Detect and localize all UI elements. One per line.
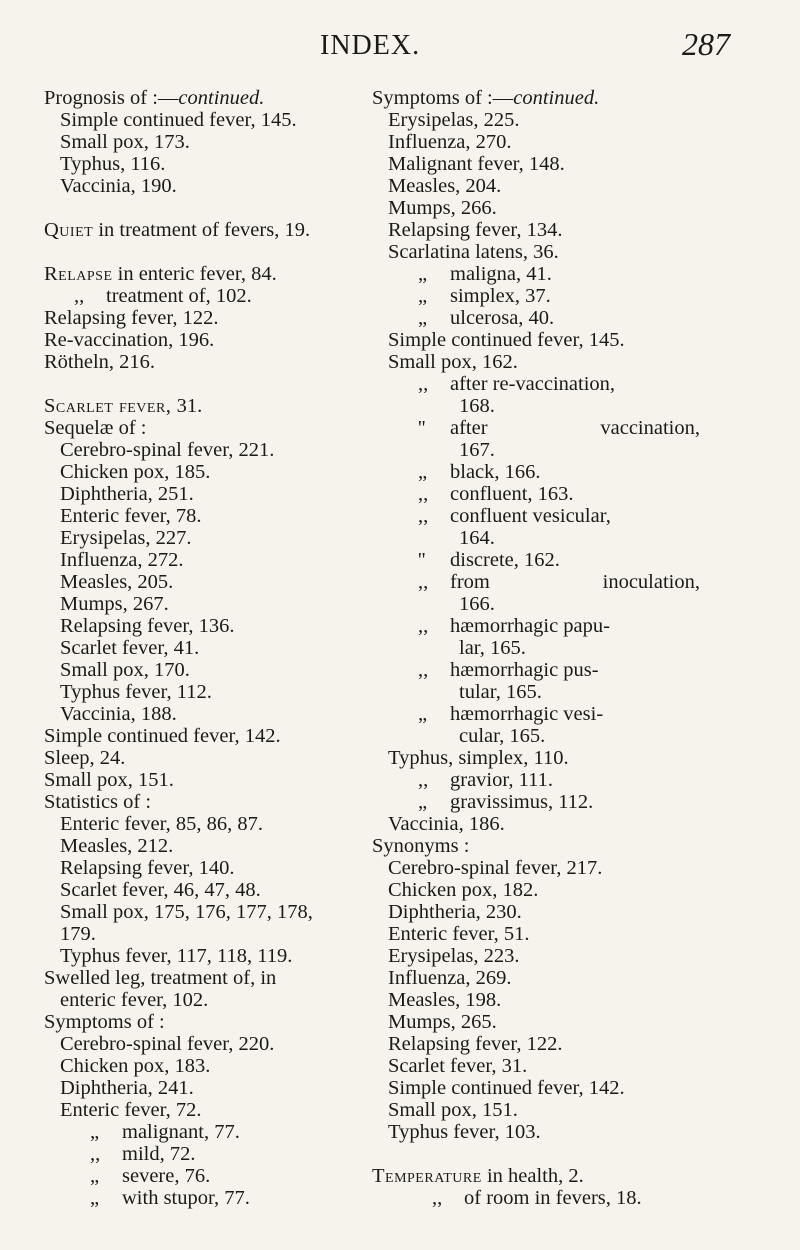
index-subentry: Relapsing fever, 122. <box>388 1033 563 1055</box>
ditto-mark: „ <box>418 263 428 285</box>
index-subentry: Enteric fever, 85, 86, 87. <box>60 813 263 835</box>
index-subentry: Cerebro-spinal fever, 221. <box>60 439 275 461</box>
index-entry: Sequelæ of : <box>44 417 147 439</box>
index-entry: Re-vaccination, 196. <box>44 329 215 351</box>
index-subentry: Small pox, 162. <box>388 351 518 373</box>
index-entry: Rötheln, 216. <box>44 351 156 373</box>
index-heading: Temperature in health, 2. <box>372 1165 584 1187</box>
index-entry: Symptoms of : <box>44 1011 165 1033</box>
ditto-mark: ,, <box>418 373 429 395</box>
index-subentry: Typhus fever, 117, 118, 119. <box>60 945 293 967</box>
index-subsubentry: „ hæmorrhagic vesi- <box>372 703 737 725</box>
index-subentry: Cerebro-spinal fever, 217. <box>388 857 603 879</box>
ditto-mark: „ <box>90 1165 100 1187</box>
index-subentry: Relapsing fever, 134. <box>388 219 563 241</box>
index-subentry: Typhus, simplex, 110. <box>388 747 569 769</box>
index-heading: Scarlet fever, 31. <box>44 395 203 417</box>
index-subentry: Scarlatina latens, 36. <box>388 241 559 263</box>
index-heading: Relapse in enteric fever, 84. <box>44 263 277 285</box>
ditto-mark: „ <box>418 703 428 725</box>
index-subentry: ,, of room in fevers, 18. <box>372 1187 737 1209</box>
index-subentry-continuation: 179. <box>60 923 96 945</box>
index-subentry: Mumps, 267. <box>60 593 169 615</box>
index-subentry: Mumps, 266. <box>388 197 497 219</box>
index-subentry: Scarlet fever, 31. <box>388 1055 528 1077</box>
index-subentry: Typhus, 116. <box>60 153 166 175</box>
index-subentry: Cerebro-spinal fever, 220. <box>60 1033 275 1055</box>
index-subentry: Small pox, 173. <box>60 131 190 153</box>
index-subsubentry-continuation: tular, 165. <box>459 681 542 703</box>
index-subsubentry: ,, hæmorrhagic papu- <box>372 615 737 637</box>
index-subentry: Influenza, 272. <box>60 549 184 571</box>
index-subsubentry-continuation: 166. <box>459 593 495 615</box>
index-subentry: Influenza, 270. <box>388 131 512 153</box>
index-subentry: Simple continued fever, 145. <box>60 109 297 131</box>
index-subsubentry: „ simplex, 37. <box>372 285 737 307</box>
ditto-mark: „ <box>90 1187 100 1209</box>
ditto-mark: „ <box>418 461 428 483</box>
index-subentry: Scarlet fever, 41. <box>60 637 200 659</box>
index-subsubentry: „ gravissimus, 112. <box>372 791 737 813</box>
index-subsubentry-continuation: cular, 165. <box>459 725 546 747</box>
page-number: 287 <box>682 26 730 62</box>
index-subentry: Vaccinia, 188. <box>60 703 177 725</box>
index-subentry: Measles, 204. <box>388 175 502 197</box>
index-subentry: Vaccinia, 186. <box>388 813 505 835</box>
index-entry: Sleep, 24. <box>44 747 126 769</box>
index-entry: Small pox, 151. <box>44 769 174 791</box>
index-subentry: Scarlet fever, 46, 47, 48. <box>60 879 261 901</box>
index-subentry: Chicken pox, 185. <box>60 461 211 483</box>
index-subsubentry: ,, mild, 72. <box>44 1143 384 1165</box>
index-subentry: Enteric fever, 72. <box>60 1099 202 1121</box>
ditto-mark: '' <box>418 549 426 571</box>
ditto-mark: ,, <box>418 769 429 791</box>
index-subentry: Erysipelas, 227. <box>60 527 192 549</box>
index-subsubentry-continuation: 164. <box>459 527 495 549</box>
index-subentry: Typhus fever, 103. <box>388 1121 541 1143</box>
index-entry: Swelled leg, treatment of, in <box>44 967 277 989</box>
right-column <box>372 87 737 1209</box>
index-subsubentry: „ severe, 76. <box>44 1165 384 1187</box>
index-subentry: Typhus fever, 112. <box>60 681 212 703</box>
index-subentry: Erysipelas, 225. <box>388 109 520 131</box>
index-subentry: Small pox, 151. <box>388 1099 518 1121</box>
index-subsubentry-continuation: 167. <box>459 439 495 461</box>
ditto-mark: ,, <box>418 483 429 505</box>
ditto-mark: ,, <box>418 505 429 527</box>
index-entry: Statistics of : <box>44 791 152 813</box>
page-title: INDEX. <box>320 30 421 61</box>
index-subentry: Enteric fever, 78. <box>60 505 202 527</box>
ditto-mark: „ <box>418 285 428 307</box>
ditto-mark: ,, <box>432 1187 443 1209</box>
index-subentry: Diphtheria, 230. <box>388 901 522 923</box>
ditto-mark: ,, <box>418 571 429 593</box>
index-subsubentry: ,, from inoculation, <box>372 571 737 593</box>
index-subentry: Diphtheria, 251. <box>60 483 194 505</box>
index-entry: Synonyms : <box>372 835 470 857</box>
index-subentry: ,, treatment of, 102. <box>44 285 384 307</box>
index-subentry: Chicken pox, 183. <box>60 1055 211 1077</box>
index-subentry: Measles, 212. <box>60 835 174 857</box>
index-subsubentry: ,, after re-vaccination, <box>372 373 737 395</box>
index-entry: Simple continued fever, 142. <box>44 725 281 747</box>
index-heading: Symptoms of :—continued. <box>372 87 600 109</box>
index-subsubentry: „ ulcerosa, 40. <box>372 307 737 329</box>
index-heading: Quiet in treatment of fevers, 19. <box>44 219 311 241</box>
index-subentry: Mumps, 265. <box>388 1011 497 1033</box>
ditto-mark: „ <box>418 791 428 813</box>
index-subsubentry: „ maligna, 41. <box>372 263 737 285</box>
index-subsubentry-continuation: lar, 165. <box>459 637 526 659</box>
ditto-mark: ,, <box>74 285 85 307</box>
index-subentry: Erysipelas, 223. <box>388 945 520 967</box>
index-subentry: Small pox, 170. <box>60 659 190 681</box>
ditto-mark: ,, <box>418 615 429 637</box>
index-subentry: Measles, 198. <box>388 989 502 1011</box>
index-subsubentry-continuation: 168. <box>459 395 495 417</box>
index-subentry: Diphtheria, 241. <box>60 1077 194 1099</box>
index-subentry: Simple continued fever, 142. <box>388 1077 625 1099</box>
page-header <box>0 8 800 68</box>
left-column <box>44 87 384 1209</box>
ditto-mark: ,, <box>90 1143 101 1165</box>
index-subsubentry: '' discrete, 162. <box>372 549 737 571</box>
index-subsubentry: ,, confluent vesicular, <box>372 505 737 527</box>
index-subentry: Enteric fever, 51. <box>388 923 530 945</box>
index-subentry: Relapsing fever, 140. <box>60 857 235 879</box>
index-subsubentry: „ malignant, 77. <box>44 1121 384 1143</box>
index-entry: Relapsing fever, 122. <box>44 307 219 329</box>
index-subsubentry: „ black, 166. <box>372 461 737 483</box>
index-subentry: Vaccinia, 190. <box>60 175 177 197</box>
index-subentry: Malignant fever, 148. <box>388 153 565 175</box>
index-subentry: Chicken pox, 182. <box>388 879 539 901</box>
ditto-mark: '' <box>418 417 426 439</box>
index-subentry: Simple continued fever, 145. <box>388 329 625 351</box>
index-subentry: Influenza, 269. <box>388 967 512 989</box>
ditto-mark: „ <box>90 1121 100 1143</box>
index-subsubentry: ,, confluent, 163. <box>372 483 737 505</box>
index-subentry: Small pox, 175, 176, 177, 178, <box>60 901 313 923</box>
index-subsubentry: „ with stupor, 77. <box>44 1187 384 1209</box>
ditto-mark: ,, <box>418 659 429 681</box>
index-subentry: Relapsing fever, 136. <box>60 615 235 637</box>
index-subentry: Measles, 205. <box>60 571 174 593</box>
index-subsubentry: '' after vaccination, <box>372 417 737 439</box>
ditto-mark: „ <box>418 307 428 329</box>
index-entry-continuation: enteric fever, 102. <box>60 989 209 1011</box>
index-subsubentry: ,, gravior, 111. <box>372 769 737 791</box>
index-subsubentry: ,, hæmorrhagic pus- <box>372 659 737 681</box>
index-heading: Prognosis of :—continued. <box>44 87 265 109</box>
